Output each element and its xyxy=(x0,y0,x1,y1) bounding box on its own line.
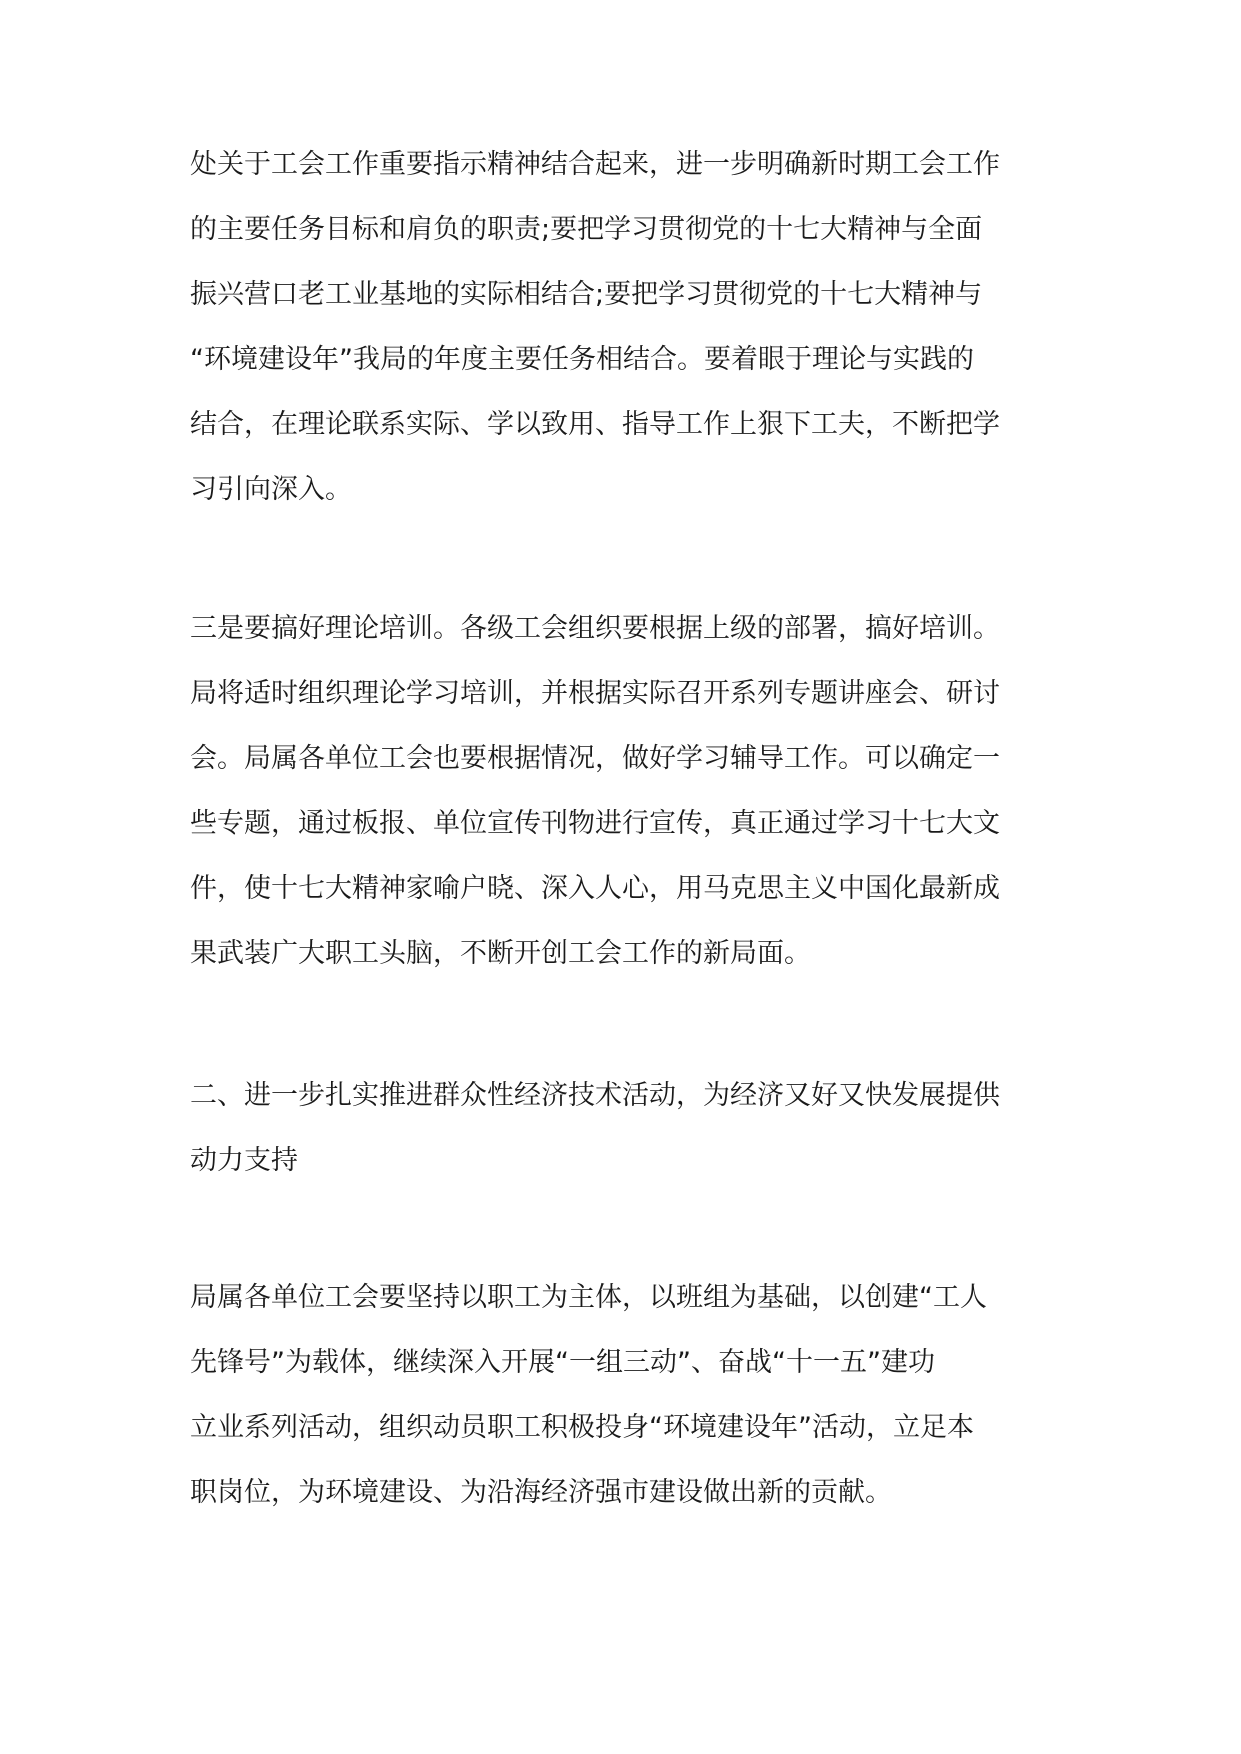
text-line: 立业系列活动，组织动员职工积极投身“环境建设年”活动，立足本 xyxy=(190,1412,974,1443)
paragraph-1 xyxy=(190,132,1070,522)
paragraph-text xyxy=(190,1265,1070,1525)
text-line: 些专题，通过板报、单位宣传刊物进行宣传，真正通过学习十七大文 xyxy=(190,808,1000,839)
text-line: 先锋号”为载体，继续深入开展“一组三动”、奋战“十一五”建功 xyxy=(190,1347,935,1378)
section-heading xyxy=(190,1063,1070,1193)
text-line: 三是要搞好理论培训。各级工会组织要根据上级的部署，搞好培训。 xyxy=(190,613,1000,644)
text-line: 二、进一步扎实推进群众性经济技术活动，为经济又好又快发展提供 xyxy=(190,1080,1000,1111)
text-line: 局属各单位工会要坚持以职工为主体，以班组为基础，以创建“工人 xyxy=(190,1282,987,1313)
text-line: 会。局属各单位工会也要根据情况，做好学习辅导工作。可以确定一 xyxy=(190,743,1000,774)
text-line: 处关于工会工作重要指示精神结合起来，进一步明确新时期工会工作 xyxy=(190,149,1000,180)
paragraph-2 xyxy=(190,596,1070,986)
text-line: 结合，在理论联系实际、学以致用、指导工作上狠下工夫，不断把学 xyxy=(190,409,1000,440)
text-line: 习引向深入。 xyxy=(190,474,352,505)
text-line: 果武装广大职工头脑，不断开创工会工作的新局面。 xyxy=(190,938,811,969)
heading-text xyxy=(190,1063,1070,1193)
text-line: 件，使十七大精神家喻户晓、深入人心，用马克思主义中国化最新成 xyxy=(190,873,1000,904)
text-line: 振兴营口老工业基地的实际相结合;要把学习贯彻党的十七大精神与 xyxy=(190,279,983,310)
text-line: 职岗位，为环境建设、为沿海经济强市建设做出新的贡献。 xyxy=(190,1477,892,1508)
text-line: 的主要任务目标和肩负的职责;要把学习贯彻党的十七大精神与全面 xyxy=(190,214,983,245)
text-line: 局将适时组织理论学习培训，并根据实际召开系列专题讲座会、研讨 xyxy=(190,678,1000,709)
paragraph-text xyxy=(190,596,1070,986)
paragraph-text xyxy=(190,132,1070,522)
text-line: 动力支持 xyxy=(190,1145,298,1176)
text-line: “环境建设年”我局的年度主要任务相结合。要着眼于理论与实践的 xyxy=(190,344,974,375)
paragraph-3 xyxy=(190,1265,1070,1525)
